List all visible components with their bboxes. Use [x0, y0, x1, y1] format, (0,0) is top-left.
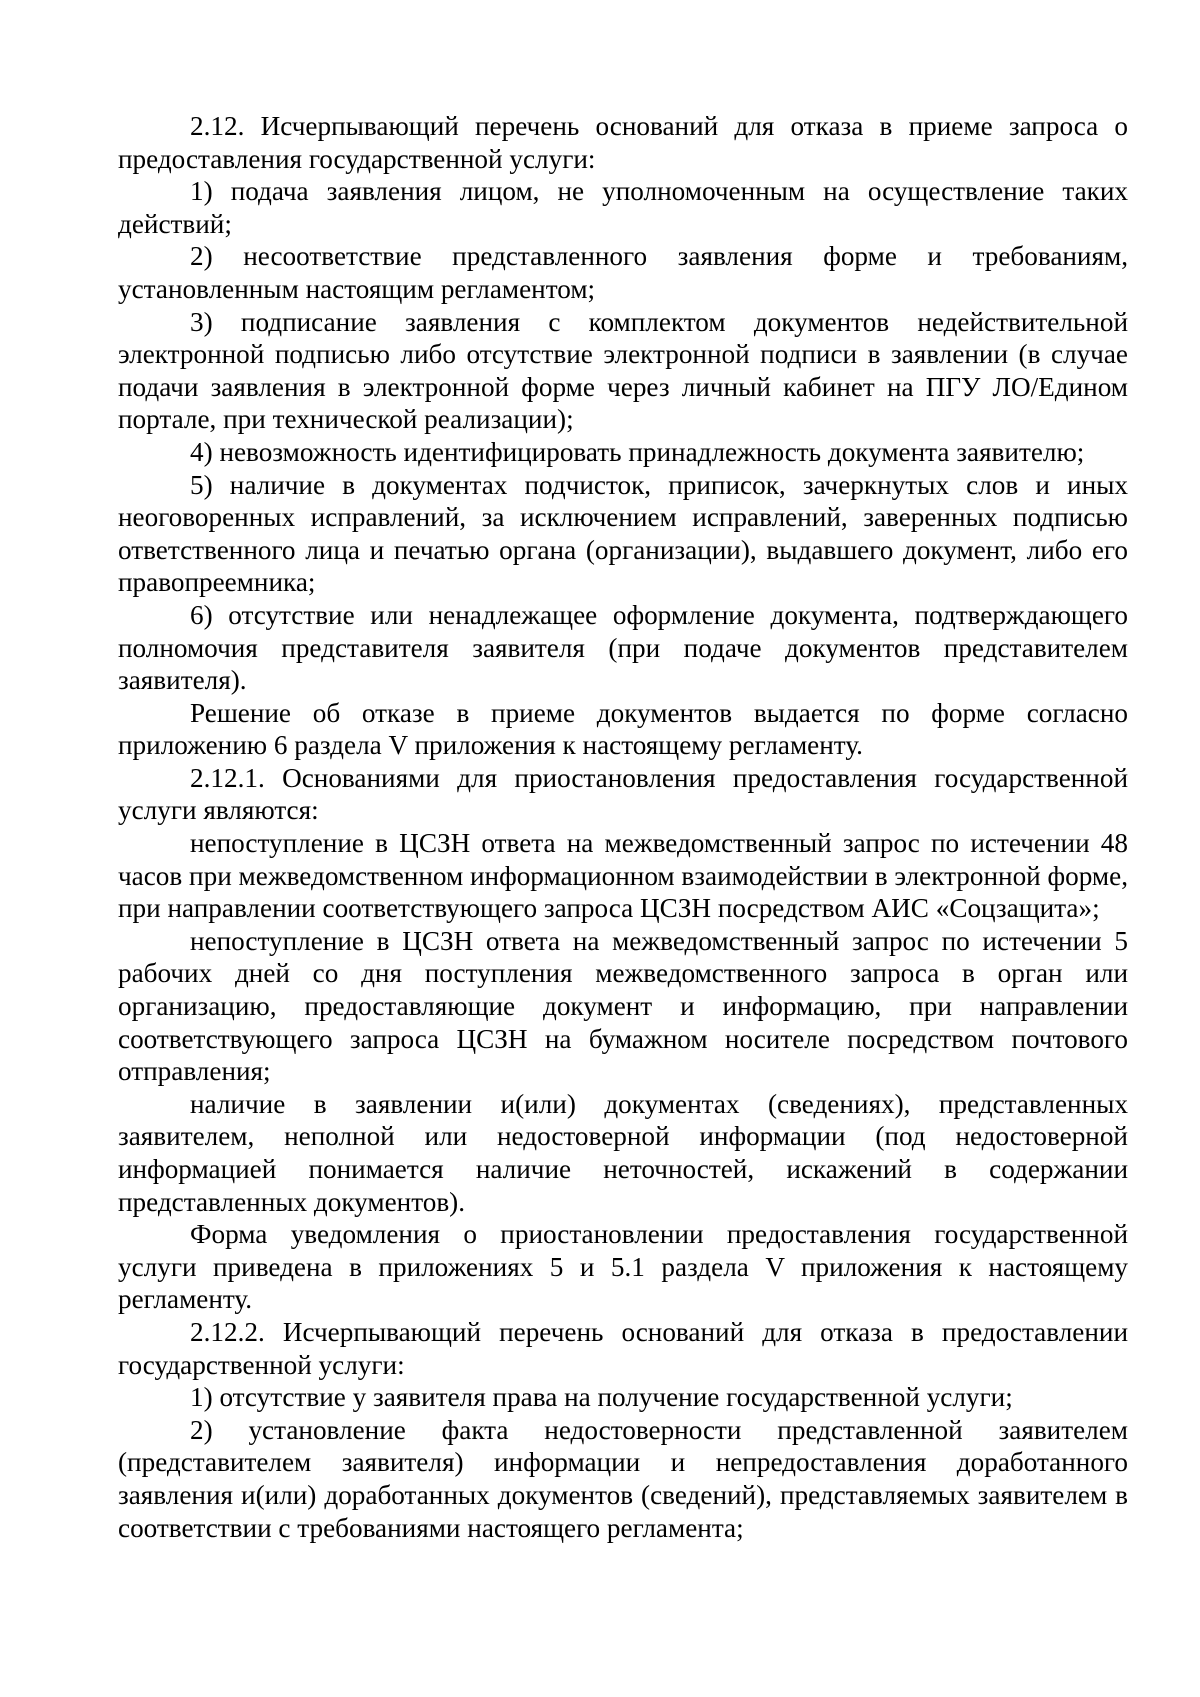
- paragraph-suspension-reason-2: непоступление в ЦСЗН ответа на межведомственный запрос по истечении 5 рабочих дней со дня поступления межведомственного запроса в орган или организацию, предоставляющие документ и информацию, при направлении соответствующего запроса ЦСЗН на бумажном носителе посредством почтового отправления;: [118, 925, 1128, 1087]
- paragraph-2-12-1-heading: 2.12.1. Основаниями для приостановления предоставления государственной услуги являются:: [118, 762, 1128, 826]
- paragraph-suspension-notice-form: Форма уведомления о приостановлении предоставления государственной услуги приведена в приложениях 5 и 5.1 раздела V приложения к настоящему регламенту.: [118, 1219, 1128, 1315]
- paragraph-suspension-reason-3: наличие в заявлении и(или) документах (сведениях), представленных заявителем, неполной или недостоверной информации (под недостоверной информацией понимается наличие неточностей, искажений в содержании представленных документов).: [118, 1088, 1128, 1217]
- paragraph-refusal-reason-4: 4) невозможность идентифицировать принадлежность документа заявителю;: [190, 436, 1085, 467]
- paragraph-2-12-heading: 2.12. Исчерпывающий перечень оснований для отказа в приеме запроса о предоставления государственной услуги:: [118, 111, 1128, 174]
- paragraph-2-12-2-heading: 2.12.2. Исчерпывающий перечень оснований для отказа в предоставлении государственной услуги:: [118, 1316, 1128, 1380]
- paragraph-refusal-reason-1: 1) подача заявления лицом, не уполномоченным на осуществление таких действий;: [118, 176, 1128, 239]
- paragraph-refusal-reason-2: 2) несоответствие представленного заявления форме и требованиям, установленным настоящим регламентом;: [118, 241, 1128, 304]
- paragraph-suspension-reason-1: непоступление в ЦСЗН ответа на межведомственный запрос по истечении 48 часов при межведомственном информационном взаимодействии в электронной форме, при направлении соответствующего запроса ЦСЗН посредством АИС «Соцзащита»;: [118, 828, 1128, 924]
- paragraph-refusal-reason-5: 5) наличие в документах подчисток, приписок, зачеркнутых слов и иных неоговоренных исправлений, за исключением исправлений, заверенных подписью ответственного лица и печатью органа (организации), выдавшего документ, либо его правопреемника;: [118, 469, 1128, 598]
- document-page: [118, 110, 1128, 1544]
- paragraph-denial-reason-1: 1) отсутствие у заявителя права на получение государственной услуги;: [190, 1382, 1013, 1413]
- paragraph-refusal-reason-3: 3) подписание заявления с комплектом документов недействительной электронной подписью либо отсутствие электронной подписи в заявлении (в случае подачи заявления в электронной форме через личный кабинет на ПГУ ЛО/Едином портале, при технической реализации);: [118, 306, 1128, 435]
- paragraph-refusal-decision: Решение об отказе в приеме документов выдается по форме согласно приложению 6 раздела V приложения к настоящему регламенту.: [118, 697, 1128, 761]
- paragraph-denial-reason-2: 2) установление факта недостоверности представленной заявителем (представителем заявителя) информации и непредоставления доработанного заявления и(или) доработанных документов (сведений), представляемых заявителем в соответствии с требованиями настоящего регламента;: [118, 1414, 1128, 1543]
- paragraph-refusal-reason-6: 6) отсутствие или ненадлежащее оформление документа, подтверждающего полномочия представителя заявителя (при подаче документов представителем заявителя).: [118, 599, 1128, 696]
